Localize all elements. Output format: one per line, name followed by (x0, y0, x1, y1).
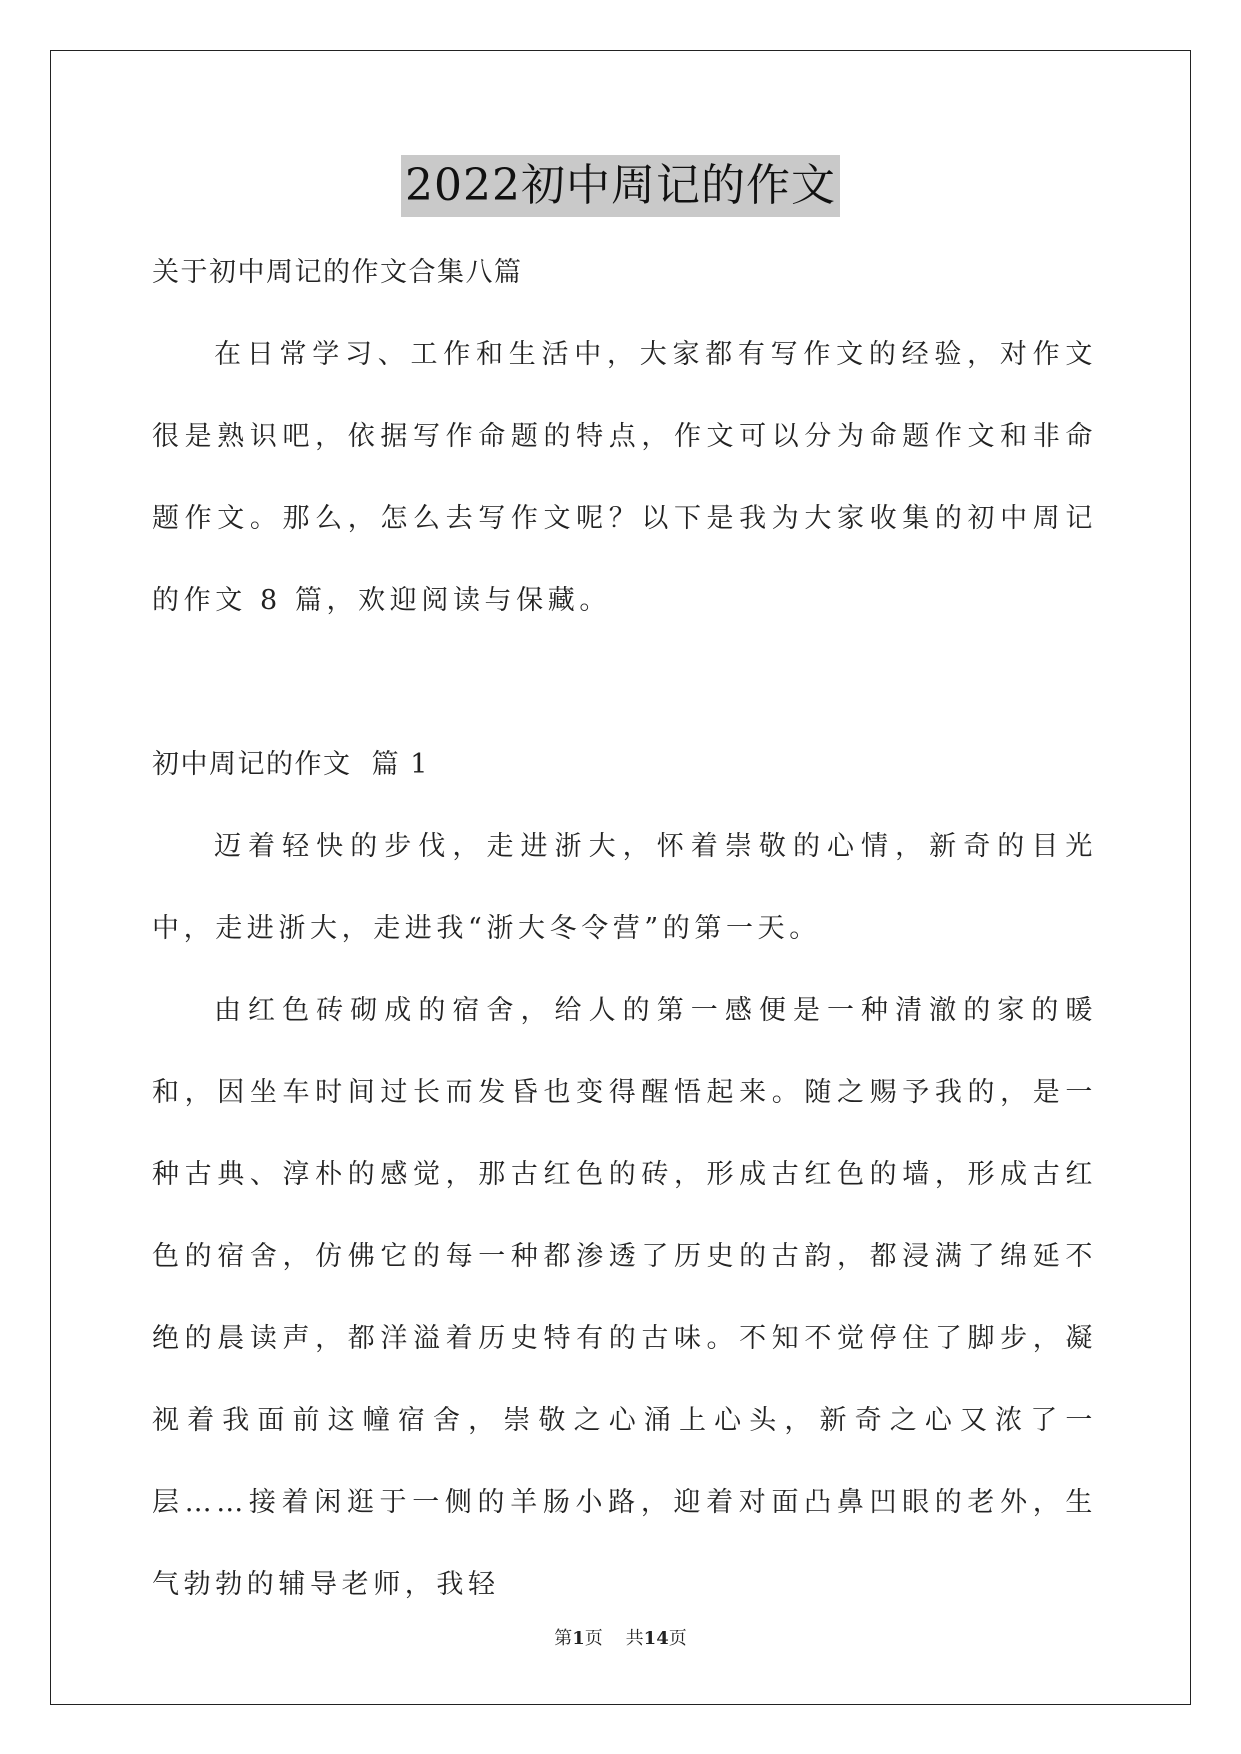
collection-subtitle: 关于初中周记的作文合集八篇 (152, 257, 523, 288)
body-paragraph-1: 迈着轻快的步伐，走进浙大，怀着崇敬的心情，新奇的目光中，走进浙大，走进我“浙大冬令营”的第一天。 (152, 831, 1097, 944)
footer-suffix: 页 (668, 1628, 687, 1649)
title-container (0, 155, 1241, 217)
intro-paragraph: 在日常学习、工作和生活中，大家都有写作文的经验，对作文很是熟识吧，依据写作命题的特点，作文可以分为命题作文和非命题作文。那么，怎么去写作文呢？以下是我为大家收集的初中周记的作文 8 篇，欢迎阅读与保藏。 (152, 339, 1097, 616)
footer-middle: 页 共 (584, 1628, 644, 1649)
page-footer (0, 1624, 1241, 1650)
body-paragraph-2: 由红色砖砌成的宿舍，给人的第一感便是一种清澈的家的暖和，因坐车时间过长而发昏也变得醒悟起来。随之赐予我的，是一种古典、淳朴的感觉，那古红色的砖，形成古红色的墙，形成古红色的宿舍，仿佛它的每一种都渗透了历史的古韵，都浸满了绵延不绝的晨读声，都洋溢着历史特有的古味。不知不觉停住了脚步，凝视着我面前这幢宿舍，崇敬之心涌上心头，新奇之心又浓了一层……接着闲逛于一侧的羊肠小路，迎着对面凸鼻凹眼的老外，生气勃勃的辅导老师，我轻 (152, 995, 1097, 1600)
footer-total-pages: 14 (643, 1628, 669, 1649)
spacer (152, 642, 1097, 724)
document-body (152, 232, 1097, 1626)
footer-prefix: 第 (554, 1628, 573, 1649)
document-title: 2022初中周记的作文 (401, 155, 840, 217)
footer-current-page: 1 (572, 1628, 585, 1649)
section-heading: 初中周记的作文 篇 1 (152, 749, 429, 780)
